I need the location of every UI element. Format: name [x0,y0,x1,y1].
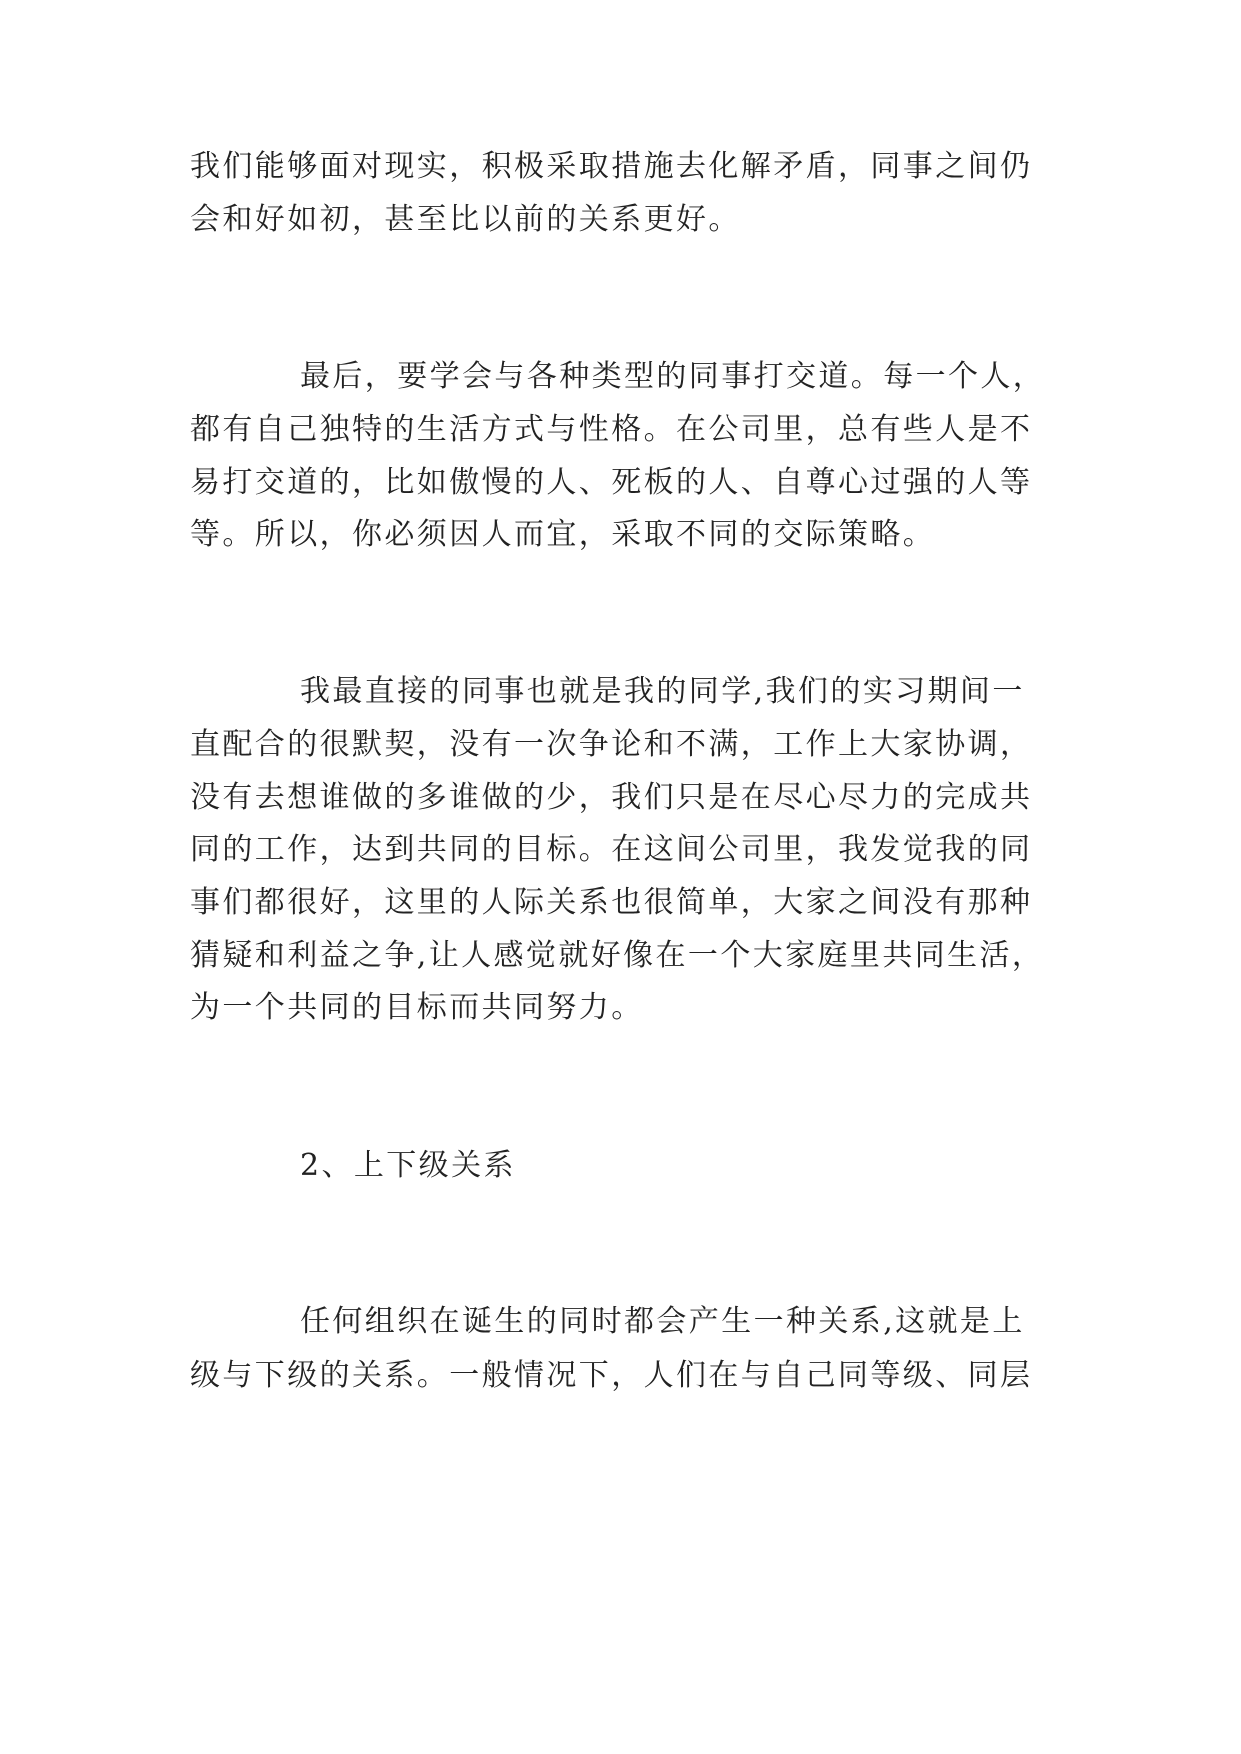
paragraph-1-line-1: 我们能够面对现实，积极采取措施去化解矛盾，同事之间仍 [190,149,1033,184]
paragraph-2-line-3: 易打交道的，比如傲慢的人、死板的人、自尊心过强的人等 [190,465,1033,500]
paragraph-2-line-2: 都有自己独特的生活方式与性格。在公司里，总有些人是不 [190,412,1033,447]
paragraph-4-line-1: 任何组织在诞生的同时都会产生一种关系,这就是上 [300,1304,1025,1339]
paragraph-2-line-4: 等。所以，你必须因人而宜，采取不同的交际策略。 [190,517,936,552]
paragraph-3-line-4: 同的工作，达到共同的目标。在这间公司里，我发觉我的同 [190,832,1033,867]
paragraph-2-line-1: 最后，要学会与各种类型的同事打交道。每一个人， [300,359,1046,394]
paragraph-3-line-2: 直配合的很默契，没有一次争论和不满，工作上大家协调， [190,727,1033,762]
paragraph-3-line-7: 为一个共同的目标而共同努力。 [190,990,644,1025]
paragraph-1-line-2: 会和好如初，甚至比以前的关系更好。 [190,202,741,237]
paragraph-3-line-6: 猜疑和利益之争,让人感觉就好像在一个大家庭里共同生活， [190,938,1045,973]
paragraph-4-line-2: 级与下级的关系。一般情况下，人们在与自己同等级、同层 [190,1358,1033,1393]
paragraph-3-line-5: 事们都很好，这里的人际关系也很简单，大家之间没有那种 [190,885,1033,920]
section-heading: 2、上下级关系 [300,1148,516,1183]
paragraph-3-line-1: 我最直接的同事也就是我的同学,我们的实习期间一 [300,674,1025,709]
paragraph-3-line-3: 没有去想谁做的多谁做的少，我们只是在尽心尽力的完成共 [190,780,1033,815]
